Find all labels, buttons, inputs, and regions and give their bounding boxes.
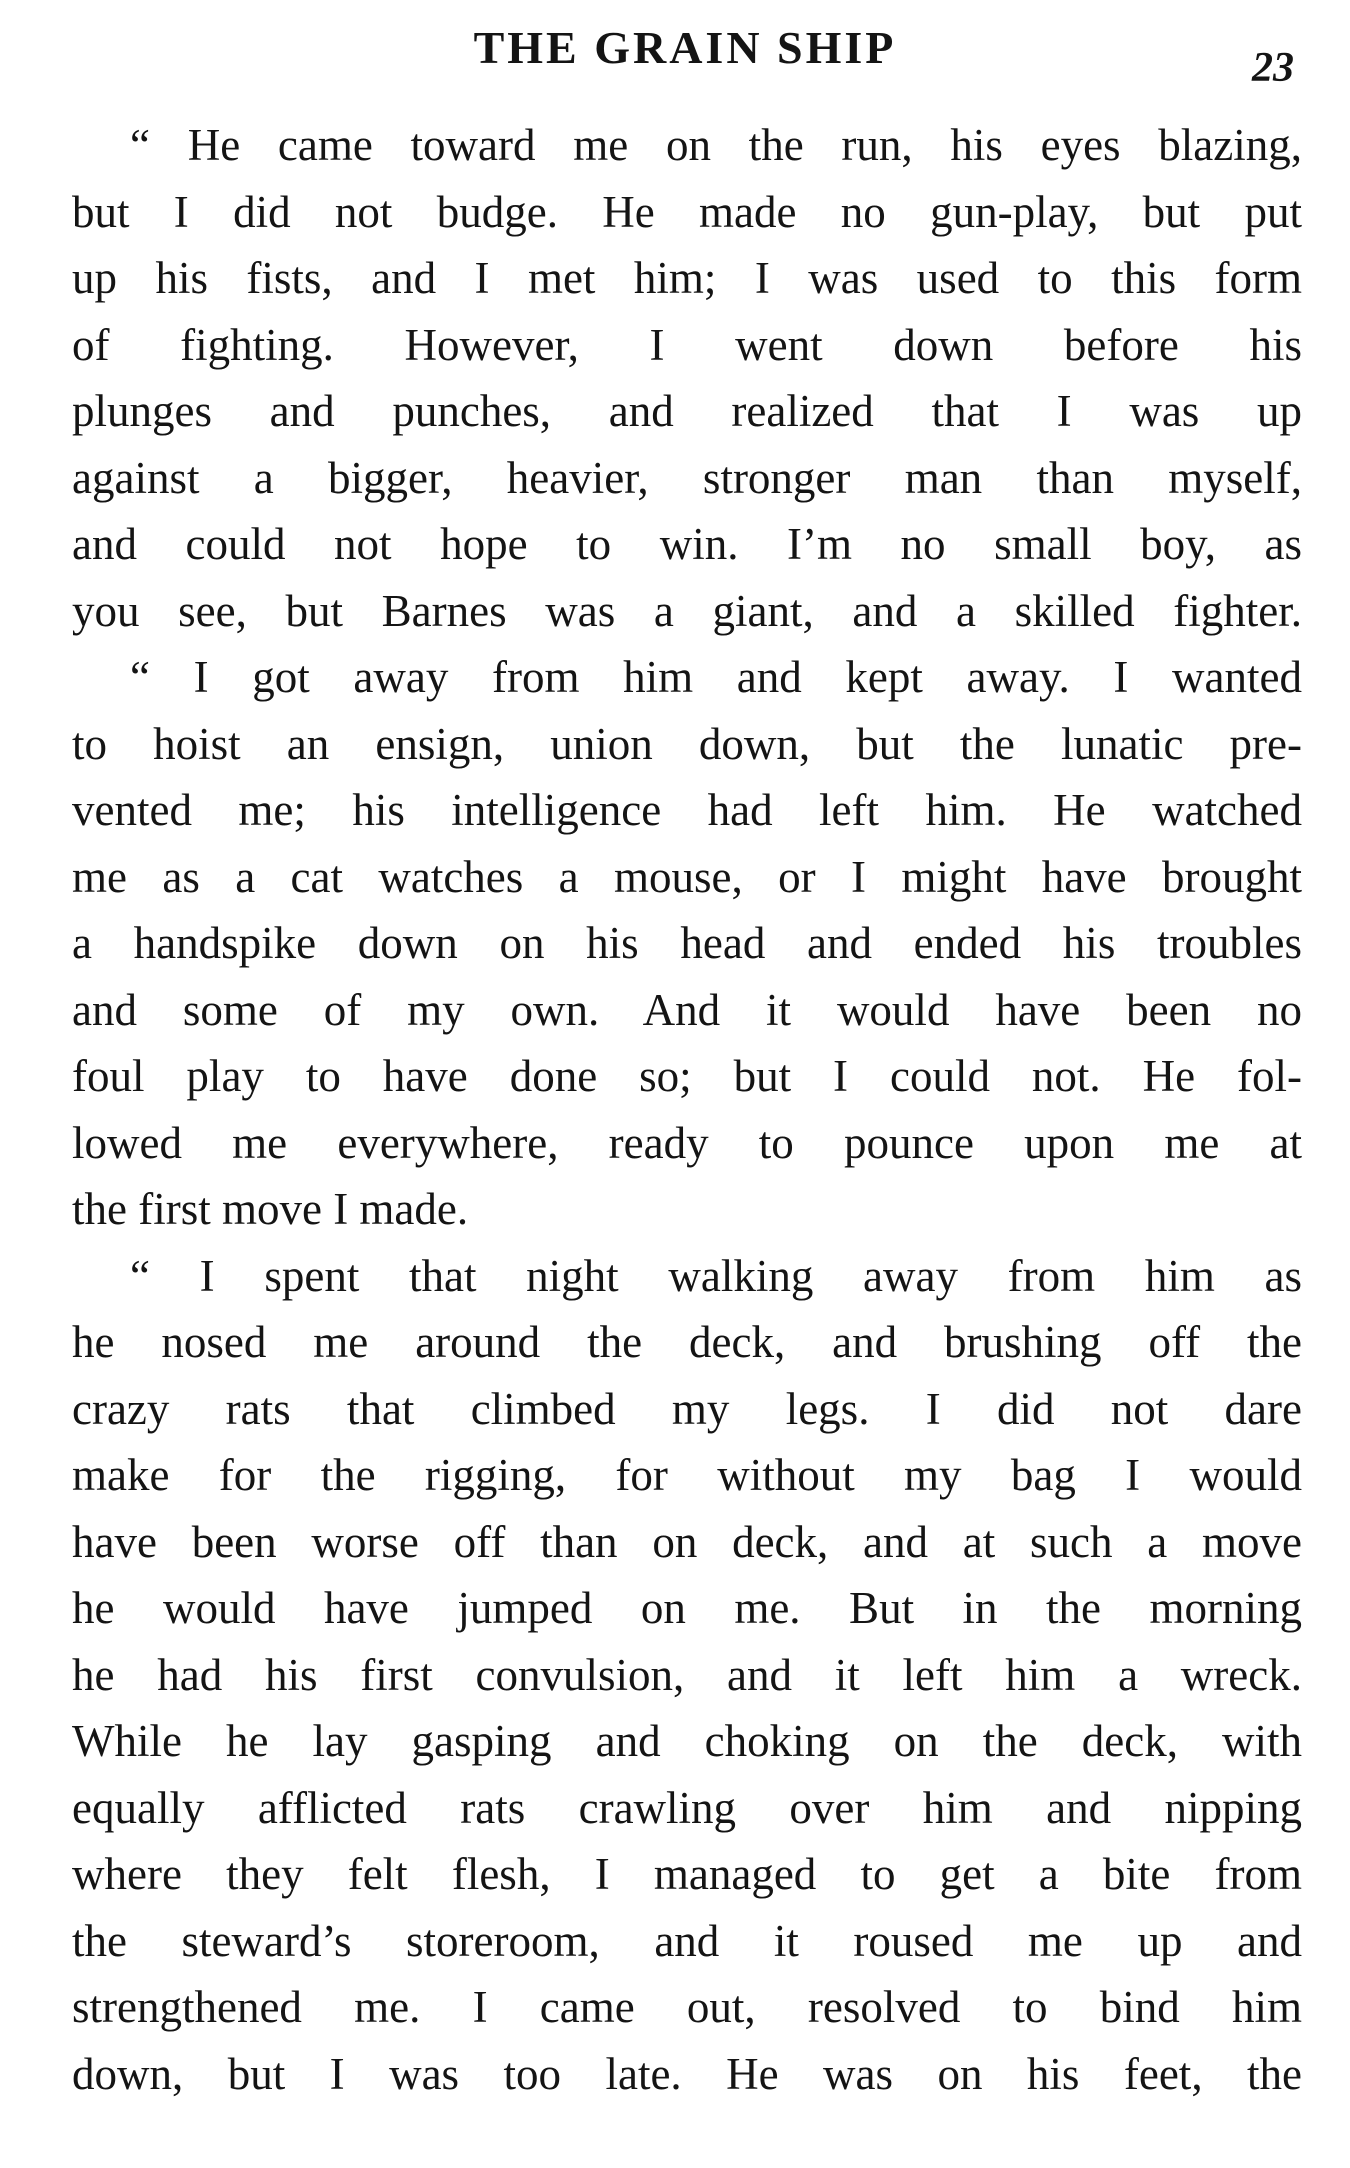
- text-line: and could not hope to win. I’m no small boy, as: [72, 519, 1302, 569]
- paragraph-1: [72, 112, 1302, 644]
- text-line: “ I got away from him and kept away. I wanted: [130, 652, 1302, 702]
- running-head: [0, 14, 1350, 91]
- text-line: the steward’s storeroom, and it roused me up and: [72, 1915, 1302, 1966]
- text-line: and some of my own. And it would have been no: [72, 984, 1302, 1035]
- text-line: equally afflicted rats crawling over him and nipping: [72, 1782, 1302, 1833]
- text-line: but I did not budge. He made no gun-play, but put: [72, 186, 1302, 237]
- text-line: make for the rigging, for without my bag I would: [72, 1450, 1302, 1500]
- text-line: a handspike down on his head and ended his troubles: [72, 918, 1302, 968]
- text-line: strengthened me. I came out, resolved to bind him: [72, 1982, 1302, 2032]
- text-line: where they felt flesh, I managed to get a bite from: [72, 1849, 1302, 1899]
- text-line: he had his first convulsion, and it left him a wreck.: [72, 1649, 1302, 1700]
- text-line: the first move I made.: [72, 1184, 469, 1234]
- paragraph-3: [72, 1243, 1302, 2108]
- text-line: down, but I was too late. He was on his feet, the: [72, 2048, 1302, 2099]
- text-line: crazy rats that climbed my legs. I did not dare: [72, 1383, 1302, 1434]
- text-line: “ I spent that night walking away from him as: [130, 1250, 1302, 1301]
- text-line: “ He came toward me on the run, his eyes blazing,: [130, 120, 1302, 170]
- text-line: plunges and punches, and realized that I was up: [72, 386, 1302, 436]
- text-line: have been worse off than on deck, and at such a move: [72, 1516, 1302, 1567]
- text-line: foul play to have done so; but I could not. He fol-: [72, 1051, 1302, 1101]
- page-number: 23: [1252, 45, 1294, 91]
- running-title: THE GRAIN SHIP: [473, 22, 897, 73]
- text-line: me as a cat watches a mouse, or I might have brought: [72, 851, 1302, 902]
- text-line: he nosed me around the deck, and brushing off the: [72, 1317, 1302, 1367]
- text-line: you see, but Barnes was a giant, and a skilled fighter.: [72, 585, 1302, 636]
- text-line: of fighting. However, I went down before his: [72, 319, 1302, 370]
- text-line: against a bigger, heavier, stronger man than myself,: [72, 452, 1302, 503]
- text-line: vented me; his intelligence had left him. He watched: [72, 785, 1302, 835]
- text-line: lowed me everywhere, ready to pounce upon me at: [72, 1117, 1302, 1168]
- paragraph-2: [72, 644, 1302, 1243]
- body-text: [72, 112, 1302, 2107]
- text-line: up his fists, and I met him; I was used to this form: [72, 253, 1302, 303]
- text-line: to hoist an ensign, union down, but the lunatic pre-: [72, 718, 1302, 769]
- text-line: While he lay gasping and choking on the deck, with: [72, 1716, 1302, 1766]
- text-line: he would have jumped on me. But in the morning: [72, 1583, 1302, 1633]
